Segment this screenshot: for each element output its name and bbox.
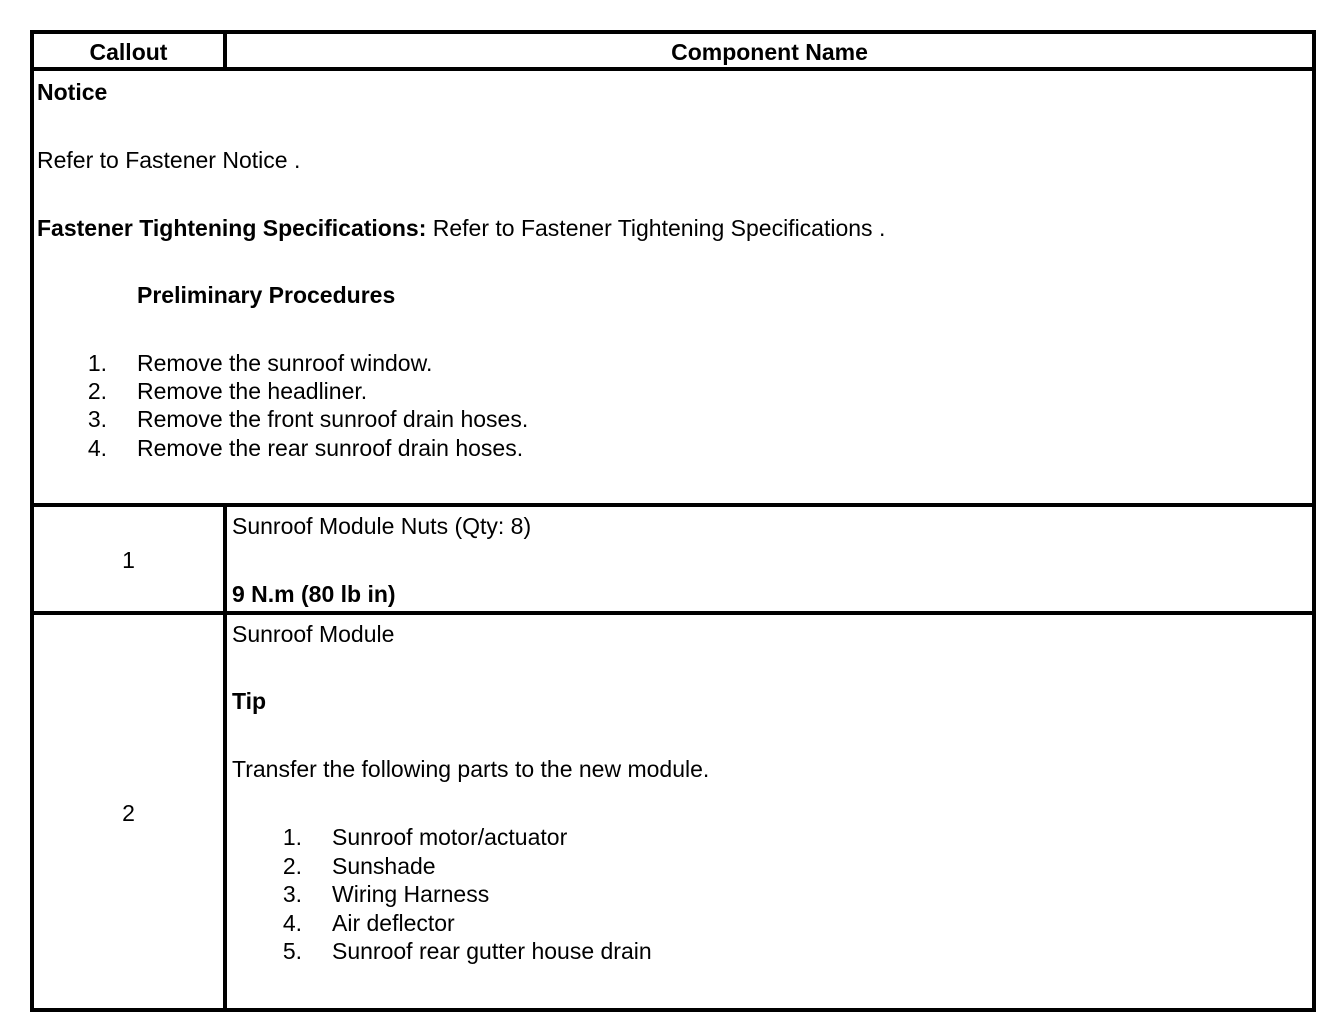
step-text: Remove the sunroof window. bbox=[137, 350, 433, 376]
header-callout: Callout bbox=[89, 39, 168, 65]
step-number: 4. bbox=[87, 435, 107, 461]
part-text: Sunroof motor/actuator bbox=[332, 824, 568, 850]
part-number: 5. bbox=[282, 938, 302, 964]
callout-number: 1 bbox=[122, 547, 135, 573]
callout-cell bbox=[34, 615, 227, 1008]
callout-cell bbox=[34, 507, 227, 611]
preliminary-procedures-title: Preliminary Procedures bbox=[137, 282, 396, 308]
tip-title: Tip bbox=[232, 688, 267, 714]
component-name: Sunroof Module bbox=[232, 621, 395, 647]
header-component-name: Component Name bbox=[671, 39, 868, 65]
torque-spec: 9 N.m (80 lb in) bbox=[232, 581, 396, 607]
part-number: 4. bbox=[282, 910, 302, 936]
table-row bbox=[34, 507, 1312, 615]
part-number: 3. bbox=[282, 881, 302, 907]
notice-title: Notice bbox=[37, 79, 108, 105]
part-number: 2. bbox=[282, 853, 302, 879]
step-text: Remove the rear sunroof drain hoses. bbox=[137, 435, 524, 461]
step-text: Remove the front sunroof drain hoses. bbox=[137, 406, 529, 432]
tip-text: Transfer the following parts to the new module. bbox=[232, 756, 710, 782]
fastener-spec-text: Refer to Fastener Tightening Specifications . bbox=[426, 215, 886, 241]
part-number: 1. bbox=[282, 824, 302, 850]
header-component-cell bbox=[227, 34, 1312, 67]
fastener-spec-line bbox=[37, 215, 885, 241]
callout-number: 2 bbox=[122, 800, 135, 826]
table-header-row bbox=[34, 34, 1312, 71]
step-text: Remove the headliner. bbox=[137, 378, 368, 404]
component-name: Sunroof Module Nuts (Qty: 8) bbox=[232, 513, 532, 539]
step-number: 2. bbox=[87, 378, 107, 404]
step-number: 3. bbox=[87, 406, 107, 432]
part-text: Sunshade bbox=[332, 853, 436, 879]
component-cell bbox=[227, 507, 1312, 611]
table-row bbox=[34, 615, 1312, 1008]
step-number: 1. bbox=[87, 350, 107, 376]
fastener-spec-label: Fastener Tightening Specifications: bbox=[37, 215, 427, 241]
part-text: Air deflector bbox=[332, 910, 455, 936]
notice-refer-text: Refer to Fastener Notice . bbox=[37, 147, 301, 173]
notice-section bbox=[34, 71, 1312, 507]
component-cell bbox=[227, 615, 1312, 1008]
part-text: Sunroof rear gutter house drain bbox=[332, 938, 652, 964]
component-table bbox=[30, 30, 1316, 1012]
header-callout-cell bbox=[34, 34, 227, 67]
part-text: Wiring Harness bbox=[332, 881, 490, 907]
